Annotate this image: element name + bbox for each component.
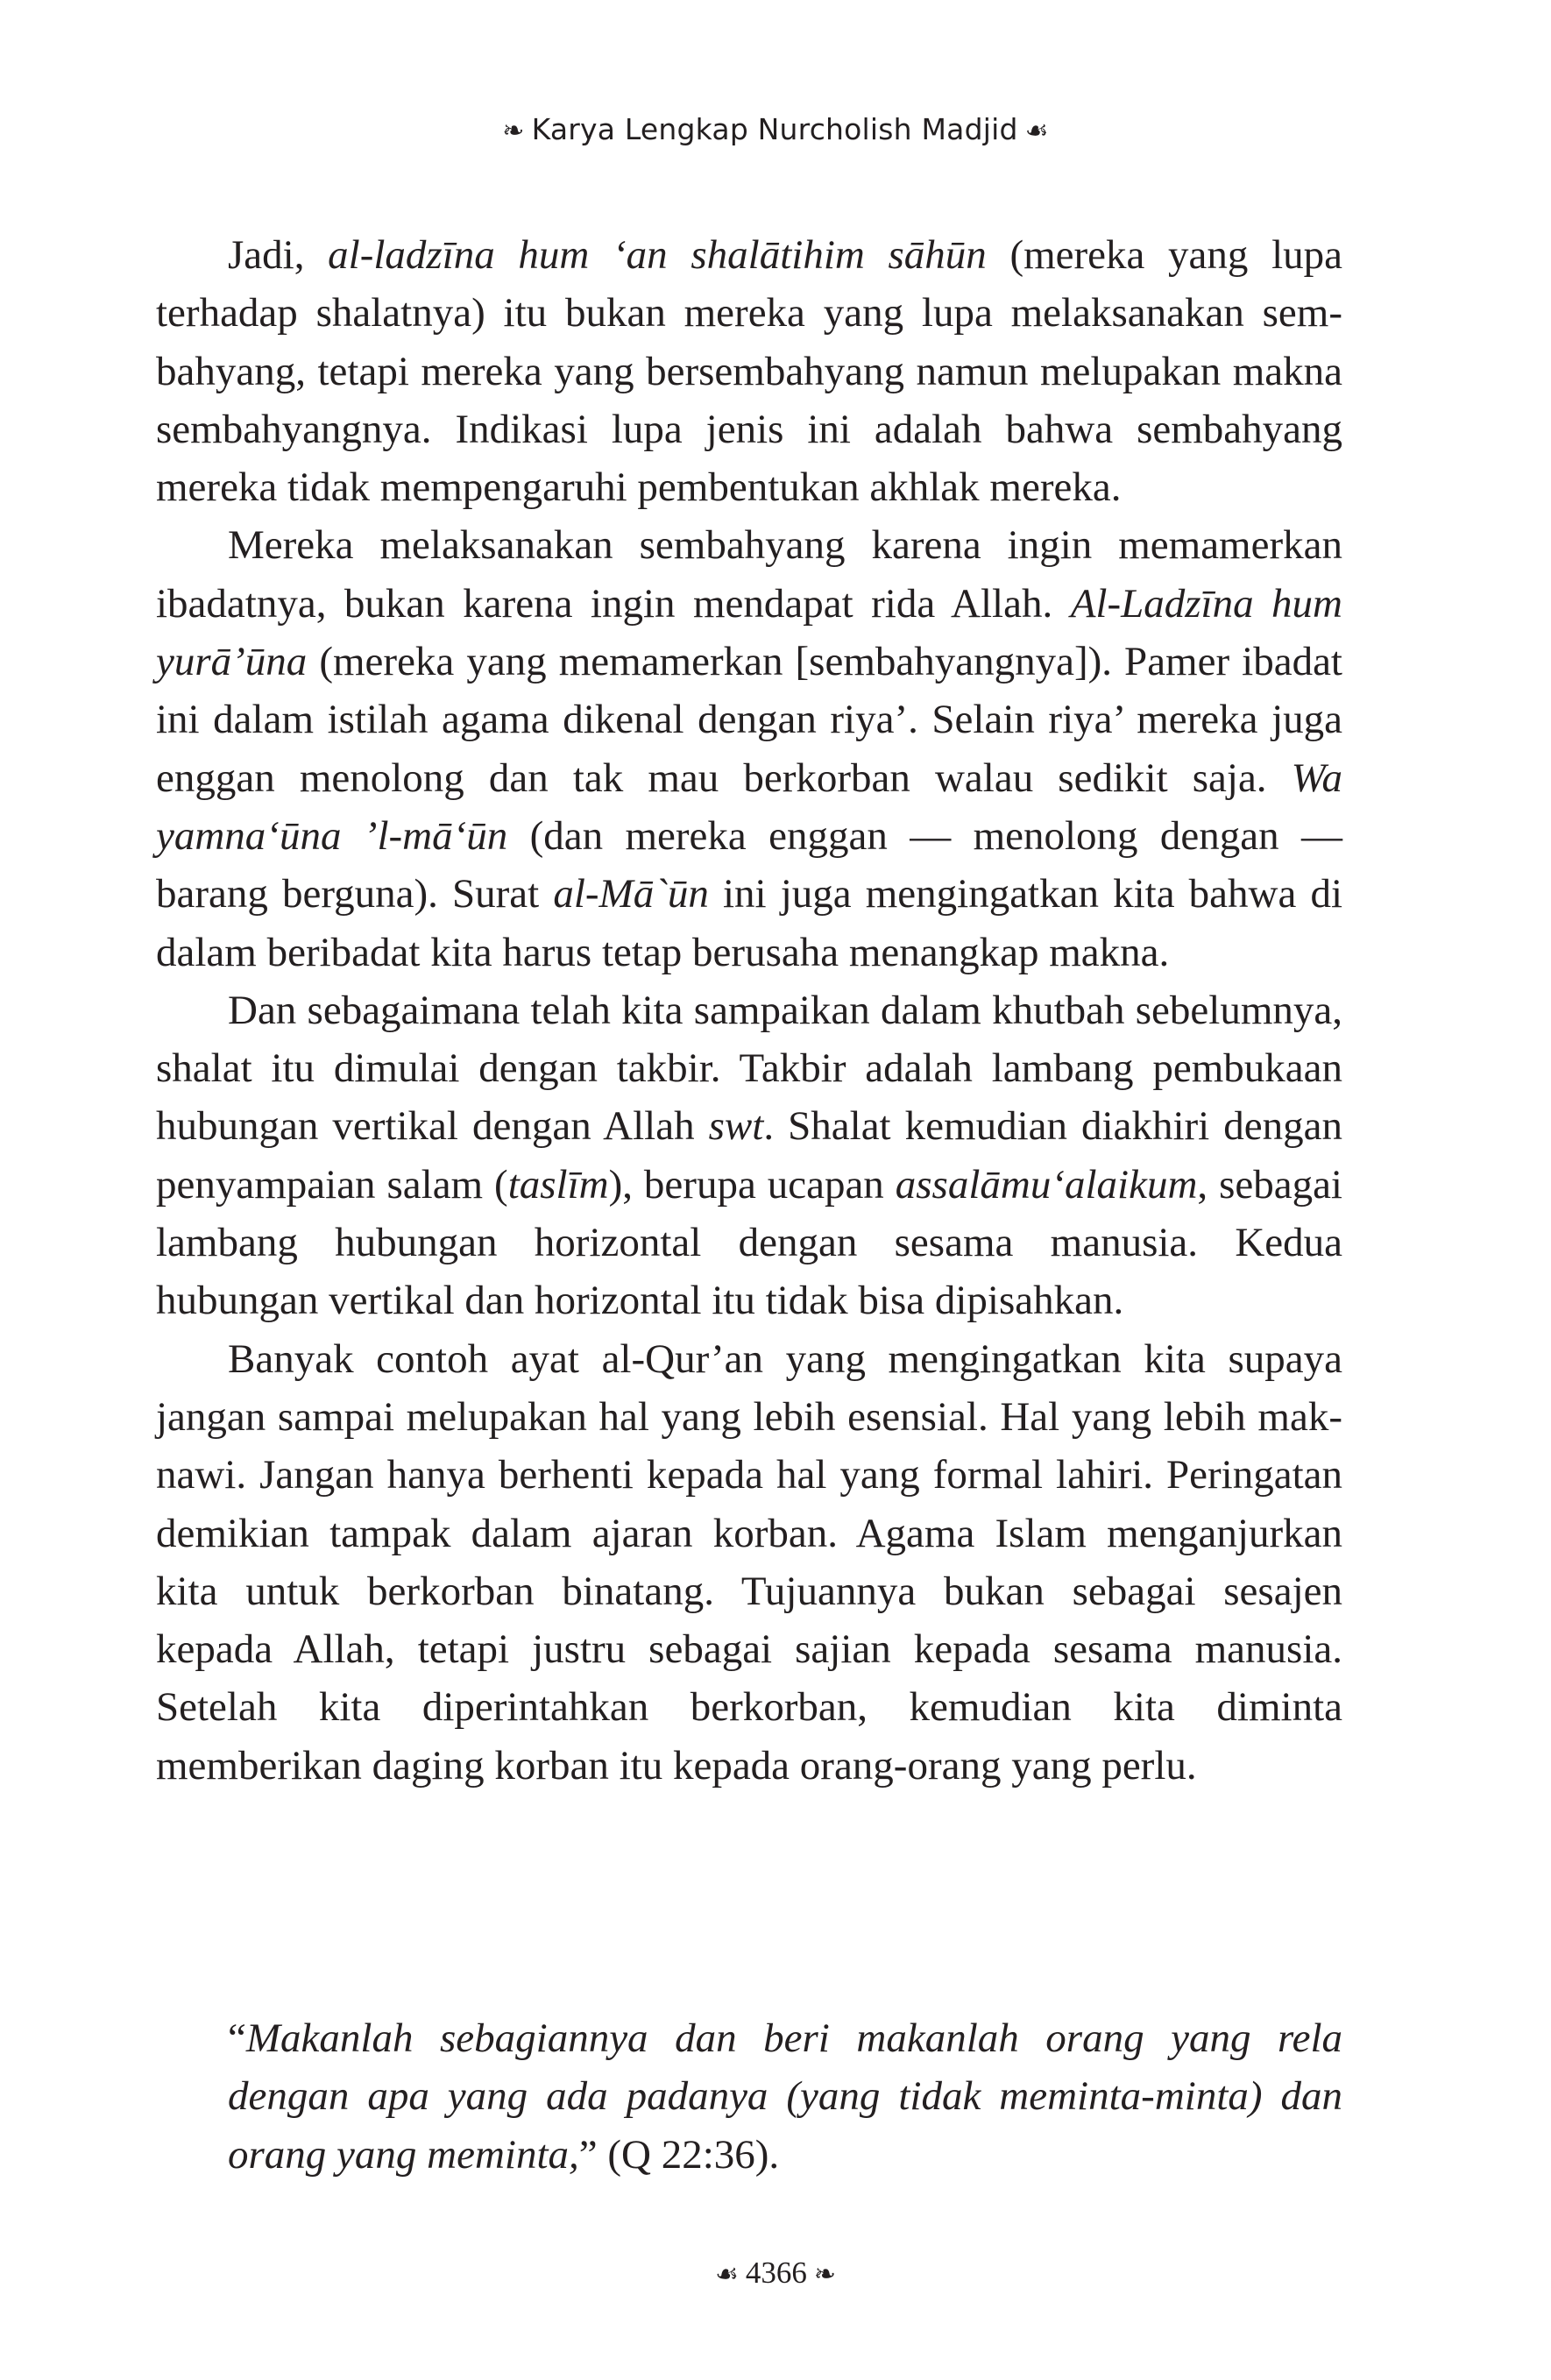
italic-term: Makanlah sebagiannya dan beri makanlah orang yang rela dengan apa yang ada padanya (yang tidak meminta-minta) dan orang yang meminta, [228,2015,1342,2178]
italic-term: Al-Ladzīna hum yurā’ūna [156,580,1342,685]
body-text [156,226,1342,1795]
fleuron-right-icon: ☙ [1024,116,1049,146]
italic-term: assalāmu‘alaikum [895,1161,1198,1208]
text-run: Dan sebagaimana telah kita sampaikan dalam khutbah sebelumnya, shalat itu dimulai dengan takbir. Takbir adalah lambang pembukaan hubungan vertikal dengan Allah [156,987,1342,1150]
text-run: Jadi, [228,232,329,278]
italic-term: al-Mā`ūn [553,871,709,917]
paragraph [156,1330,1342,1795]
fleuron-right-icon: ❧ [813,2259,837,2290]
text-run: ), berupa ucapan [608,1161,896,1208]
page-footer [0,2256,1551,2291]
paragraph [156,226,1342,516]
text-run: Banyak contoh ayat al-Qur’an yang mengingatkan kita supaya jangan sampai melupakan hal yang lebih esensial. Hal yang lebih maknawi. Jangan hanya berhenti kepada hal yang formal lahiri. Peringatan demikian tampak dalam ajaran korban. Agama Islam menganjurkan kita untuk berkorban binatang. Tujuannya bukan sebagai sesajen kepada Allah, tetapi justru sebagai sajian kepada sesama manusia. Setelah kita diperintahkan berkorban, kemudian kita diminta memberikan daging korban itu kepada orang-orang yang perlu. [156,1335,1342,1789]
text-run: ” (Q 22:36). [578,2131,780,2178]
paragraph [156,516,1342,981]
italic-term: swt [708,1103,764,1150]
text-run: (mereka yang memamerkan [sembahyangnya]). Pamer ibadat ini dalam istilah agama dikenal dengan riya’. Selain riya’ mereka juga enggan menolong dan tak mau berkorban walau sedikit saja. [156,639,1342,801]
fleuron-left-icon: ❧ [502,116,525,146]
text-run: (mereka yang lupa terhadap shalatnya) itu bukan mereka yang lupa melaksanakan sembahyang, tetapi mereka yang bersembahyang namun melupakan makna sembahyangnya. Indikasi lupa jenis ini adalah bahwa sembahyang mereka tidak mempengaruhi pembentukan akhlak mereka. [156,232,1343,511]
text-run: (dan mereka enggan — menolong dengan — barang berguna). Surat [156,812,1342,917]
page-number: 4366 [745,2256,807,2290]
text-run: Mereka melaksanakan sembahyang karena ingin memamerkan ibadatnya, bukan karena ingin mendapat rida Allah. [156,522,1342,627]
text-run: , sebagai lambang hubungan horizontal dengan sesama manusia. Kedua hubungan vertikal dan horizontal itu tidak bisa dipisahkan. [156,1161,1342,1324]
italic-term: taslīm [507,1161,609,1208]
text-run: “ [228,2015,246,2061]
running-header [0,112,1551,146]
text-run: ini juga mengingatkan kita bahwa di dalam beribadat kita harus tetap berusaha menangkap makna. [156,871,1342,975]
paragraph [156,981,1342,1330]
header-title: Karya Lengkap Nurcholish Madjid [531,112,1018,146]
italic-term: Wa yamna‘ūna ’l-mā‘ūn [156,754,1342,859]
italic-term: al-ladzīna hum ‘an shalātihim sāhūn [328,232,987,278]
text-run: . Shalat kemudian diakhiri dengan penyampaian salam ( [156,1103,1342,1208]
fleuron-left-icon: ☙ [714,2259,739,2290]
quote-text [228,2009,1342,2184]
block-quote [228,2009,1342,2184]
